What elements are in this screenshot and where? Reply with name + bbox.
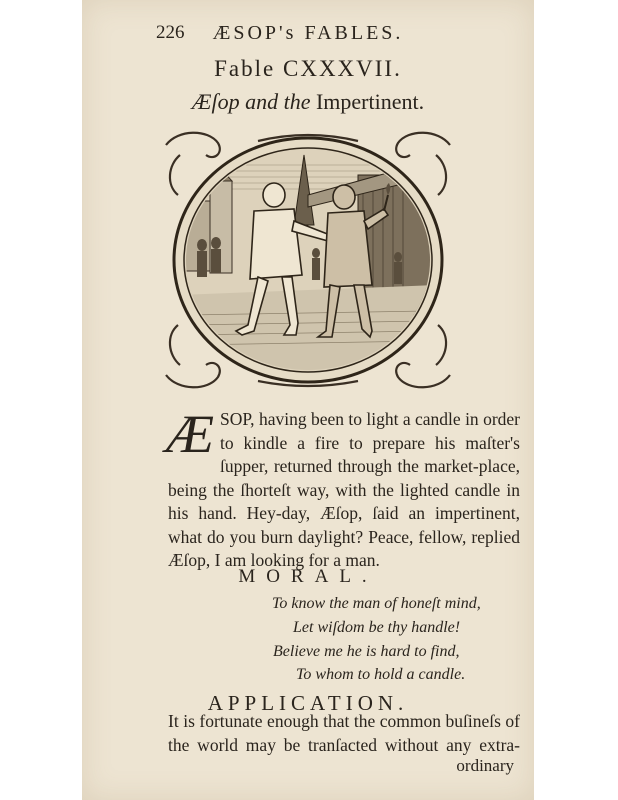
- moral-heading: MORAL.: [238, 566, 378, 587]
- page-header: [82, 22, 534, 46]
- subtitle-roman: Impertinent.: [315, 89, 425, 114]
- drop-cap: Æ: [166, 404, 215, 464]
- fable-subtitle: [82, 89, 534, 115]
- catchword: ordinary: [456, 756, 514, 775]
- application-heading: APPLICATION.: [207, 691, 409, 715]
- story-text: SOP, having been to light a candle in order to kindle a fire to prepare his maſter's ſupper, returned through the market-place, being the ſhorteſt way, with the lighted candle in his hand. Hey-day, Æſop, ſaid an impertinent, what do you burn daylight? Peace, fellow, replied Æſop, I am looking for a man.: [168, 409, 520, 570]
- subtitle-italic-b: and the: [239, 89, 316, 114]
- fable-title: Fable CXXXVII.: [214, 56, 402, 81]
- engraving-icon: [158, 125, 458, 395]
- application-text: It is fortunate enough that the common buſineſs of the world may be tranſacted without any extra-: [168, 711, 520, 755]
- moral-line-2: Let wiſdom be thy handle!: [293, 619, 461, 636]
- subtitle-italic-a: Æſop: [191, 89, 240, 114]
- running-title: ÆSOP's FABLES.: [212, 22, 404, 44]
- page-number: 226: [156, 22, 185, 43]
- book-page: [82, 0, 534, 800]
- moral-line-1: To know the man of honeſt mind,: [272, 595, 481, 612]
- moral-line-3: Believe me he is hard to find,: [273, 643, 460, 660]
- moral-line-4: To whom to hold a candle.: [296, 666, 466, 683]
- story-paragraph: [166, 404, 520, 573]
